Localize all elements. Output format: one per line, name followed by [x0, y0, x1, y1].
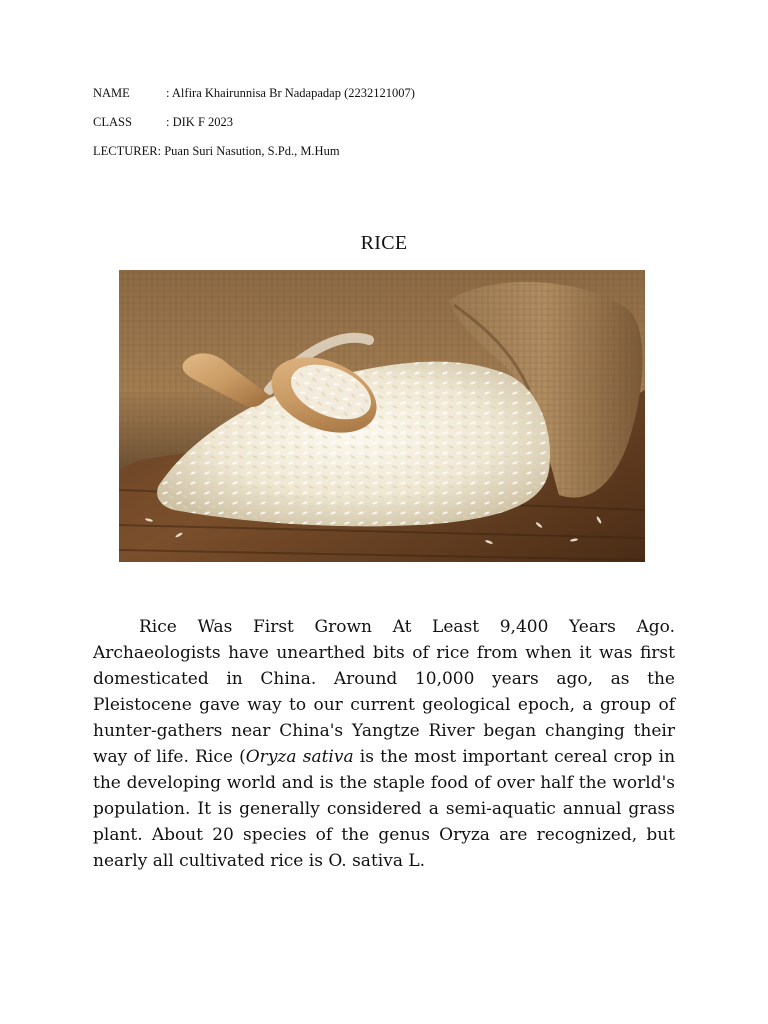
class-row: [93, 115, 415, 130]
page-title: RICE: [360, 232, 408, 254]
name-value: : Alfira Khairunnisa Br Nadapadap (2232121007): [166, 86, 415, 100]
name-label: NAME: [93, 86, 130, 100]
scientific-name: Oryza sativa: [245, 747, 354, 767]
name-row: [93, 86, 415, 101]
class-value: : DIK F 2023: [166, 115, 234, 129]
paragraph-text-part1: Rice Was First Grown At Least 9,400 Years Ago. Archaeologists have unearthed bits of rice from when it was first domesticated in China. Around 10,000 years ago, as the Pleistocene gave way to our current geological epoch, a group of hunter-gathers near China's Yangtze River began changing their way of life. Rice (: [93, 617, 675, 767]
lecturer-label: LECTURER: [93, 144, 158, 158]
lecturer-value: : Puan Suri Nasution, S.Pd., M.Hum: [157, 144, 340, 158]
paragraph-text-part2: is the most important cereal crop in the developing world and is the staple food of over half the world's population. It is generally considered a semi-aquatic annual grass plant. About 20 species of the genus Oryza are recognized, but nearly all cultivated rice is O. sativa L.: [93, 747, 676, 871]
lecturer-row: [93, 144, 415, 159]
student-info-header: [93, 86, 415, 173]
rice-photo: [119, 270, 645, 562]
body-paragraph: [93, 614, 675, 874]
class-label: CLASS: [93, 115, 132, 129]
rice-photo-illustration: [119, 270, 645, 562]
